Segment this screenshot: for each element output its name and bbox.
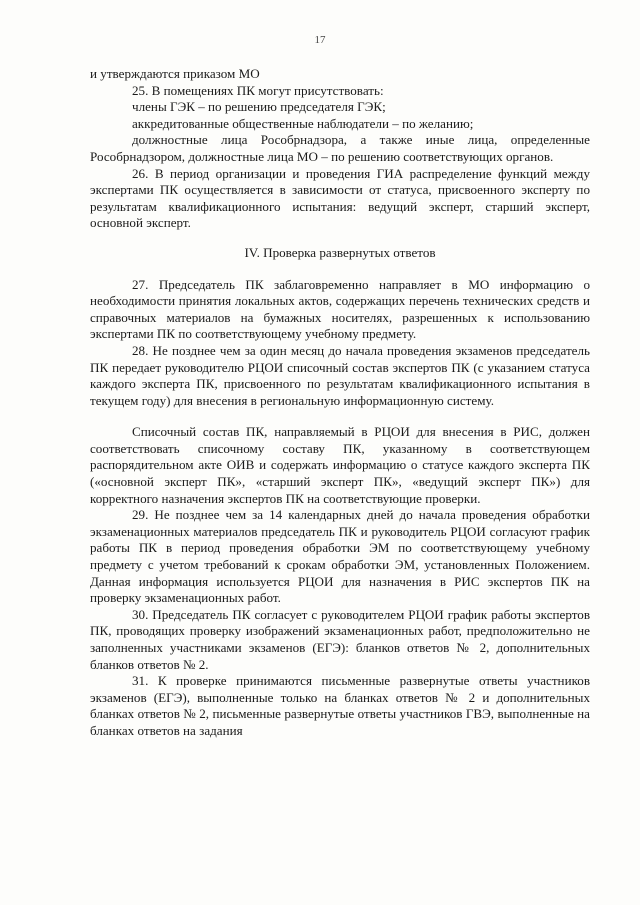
paragraph: 26. В период организации и проведения ГИА распределение функций между экспертами ПК осуществляется в зависимости от статуса, присвоенного эксперту по результатам квалификационного испытания: ведущий эксперт, старший эксперт, основной эксперт.	[90, 165, 590, 231]
document-body	[90, 66, 590, 740]
paragraph: 29. Не позднее чем за 14 календарных дней до начала проведения обработки экзаменационных материалов председатель ПК и руководитель РЦОИ согласуют график работы ПК в период проведения обработки ЭМ по соответствующему учебному предмету с учетом требований к срокам обработки ЭМ, установленных Положением. Данная информация используется РЦОИ для назначения в РИС экспертов ПК на проверку экзаменационных работ.	[90, 507, 590, 606]
paragraph: и утверждаются приказом МО	[90, 66, 260, 81]
paragraph: 31. К проверке принимаются письменные развернутые ответы участников экзаменов (ЕГЭ), выполненные только на бланках ответов № 2 и дополнительных бланках ответов № 2, письменные развернутые ответы участников ГВЭ, выполненные на бланках ответов на задания	[90, 673, 590, 738]
paragraph: 25. В помещениях ПК могут присутствовать:	[132, 82, 384, 98]
paragraph: 30. Председатель ПК согласует с руководителем РЦОИ график работы экспертов ПК, проводящих проверку изображений экзаменационных работ, предположительно не заполненных участниками экзаменов (ЕГЭ): бланков ответов № 2, дополнительных бланков ответов № 2.	[90, 606, 590, 672]
list-item: члены ГЭК – по решению председателя ГЭК;	[132, 99, 386, 115]
page-number: 17	[314, 34, 326, 46]
section-heading: IV. Проверка развернутых ответов	[244, 244, 436, 260]
paragraph: Списочный состав ПК, направляемый в РЦОИ для внесения в РИС, должен соответствовать списочному составу ПК, указанному в соответствующем распорядительном акте ОИВ и содержать информацию о статусе каждого эксперта ПК («основной эксперт ПК», «старший эксперт ПК», «ведущий эксперт ПК») для корректного назначения экспертов ПК на соответствующие проверки.	[90, 424, 590, 506]
list-item: аккредитованные общественные наблюдатели – по желанию;	[132, 115, 474, 131]
paragraph: 28. Не позднее чем за один месяц до начала проведения экзаменов председатель ПК передает руководителю РЦОИ списочный состав экспертов ПК (с указанием статуса каждого эксперта ПК, присвоенного по результатам квалификационного испытания в текущем году) для внесения в региональную информационную систему.	[90, 342, 590, 408]
paragraph: должностные лица Рособрнадзора, а также иные лица, определенные Рособрнадзором, должностные лица МО – по решению соответствующих органов.	[90, 132, 590, 164]
paragraph: 27. Председатель ПК заблаговременно направляет в МО информацию о необходимости принятия локальных актов, содержащих перечень технических средств и справочных материалов на бумажных носителях, разрешенных к использованию экспертами ПК по соответствующему учебному предмету.	[90, 276, 590, 342]
